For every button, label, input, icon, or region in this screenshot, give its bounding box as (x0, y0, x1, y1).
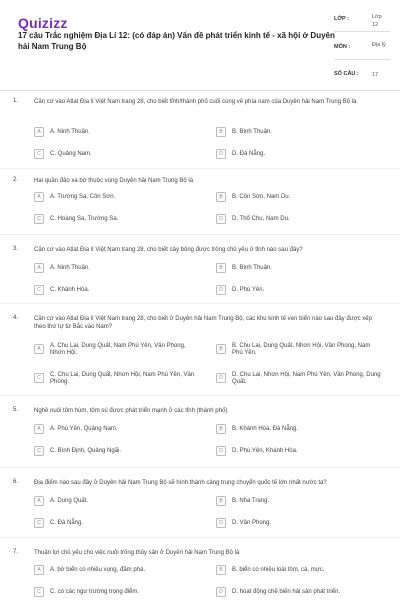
question-3 (0, 240, 400, 309)
option-text: B. Bình Thuận. (232, 128, 272, 135)
page-title: 17 câu Trắc nghiệm Địa Lí 12: (có đáp án) Vấn đề phát triển kinh tế - xã hội ở Duyên hải Nam Trung Bộ (18, 31, 335, 51)
option-text: B. Chu Lai, Dung Quất, Nhơn Hội, Vân Phong, Nam Phú Yên. (232, 342, 371, 357)
option-text: A. Trường Sa, Côn Sơn. (50, 193, 116, 200)
option-text: B. Bình Thuận. (232, 264, 272, 271)
meta-value: Lớp 12 (372, 14, 382, 28)
option-letter-box: B (216, 565, 226, 575)
meta-label: MÔN : (334, 44, 351, 50)
option-text: A. Ninh Thuận. (50, 128, 90, 135)
option-letter-box: A (34, 192, 44, 202)
option-text: B. Khánh Hòa, Đà Nẵng. (232, 425, 299, 432)
question-1 (0, 92, 400, 162)
option-letter-box: C (34, 214, 44, 224)
option-letter-box: A (34, 496, 44, 506)
option-letter-box: C (34, 518, 44, 528)
question-6 (0, 473, 400, 543)
option-text: C. Chu Lai, Dung Quất, Nhơn Hội, Nam Phú Yên, Vân Phong. (50, 371, 195, 386)
option-text: C. Quảng Nam. (50, 150, 92, 157)
question-number: 3. (13, 246, 19, 252)
question-number: 2. (13, 177, 19, 183)
option-text: D. Vân Phong. (232, 519, 272, 526)
option-letter-box: C (34, 373, 44, 383)
divider (0, 467, 400, 468)
option-letter-box: A (34, 344, 44, 354)
option-letter-box: B (216, 344, 226, 354)
option-text: D. Thổ Chu, Nam Du. (232, 215, 290, 222)
option-text: B. Nha Trang. (232, 497, 270, 504)
option-letter-box: C (34, 587, 44, 597)
option-text: A. Chu Lai, Dung Quất, Nam Phú Yên, Vân Phong, Nhơn Hội. (50, 342, 186, 357)
option-letter-box: C (34, 149, 44, 159)
question-5 (0, 401, 400, 473)
divider (334, 59, 390, 60)
divider (0, 537, 400, 538)
divider (0, 395, 400, 396)
question-text: Nghề nuôi tôm hùm, tôm sú được phát triển mạnh ở các tỉnh (thành phố) (34, 408, 228, 414)
option-text: C. Bình Định, Quảng Ngãi. (50, 447, 122, 454)
option-text: D. hoạt động chế biến hải sản phát triển. (232, 588, 341, 595)
option-letter-box: A (34, 424, 44, 434)
meta-value: 17 (372, 72, 379, 78)
question-number: 6. (13, 479, 19, 485)
meta-row-class (334, 12, 390, 32)
option-letter-box: A (34, 263, 44, 273)
divider (0, 168, 400, 169)
option-text: C. Khánh Hòa. (50, 286, 90, 293)
quiz-header (0, 0, 400, 82)
option-letter-box: B (216, 263, 226, 273)
divider (0, 234, 400, 235)
question-number: 4. (13, 315, 19, 321)
meta-row-subject (334, 40, 390, 60)
option-text: D. Phú Yên. (232, 286, 265, 293)
question-4 (0, 309, 400, 401)
option-text: C. Hoàng Sa, Trường Sa. (50, 215, 119, 222)
meta-value: Địa lý (372, 42, 386, 48)
option-letter-box: D (216, 587, 226, 597)
question-number: 7. (13, 549, 19, 555)
divider (334, 31, 390, 32)
meta-label: SỐ CÂU : (334, 71, 359, 77)
question-list (0, 92, 400, 600)
option-text: B. Côn Sơn, Nam Du. (232, 193, 291, 200)
option-text: A. bờ biển có nhiều vụng, đầm phá. (50, 566, 145, 573)
question-text: Địa điểm nào sau đây ở Duyên hải Nam Trung Bộ sẽ hình thành cảng trung chuyển quốc tế lớn nhất nước ta? (34, 480, 327, 486)
quizizz-logo: Quizizz (18, 15, 68, 31)
option-text: D. Chu Lai, Nhơn Hội, Nam Phú Yên, Vân Phong, Dung Quất. (232, 371, 381, 386)
meta-row-count (334, 64, 390, 84)
option-text: D. Phú Yên, Khánh Hòa. (232, 447, 298, 454)
option-letter-box: B (216, 192, 226, 202)
question-text: Căn cứ vào Atlat Địa lí Việt Nam trang 28, cho biết ở Duyên hải Nam Trung Bộ, các khu kinh tế ven biển nào sau đây được xếp theo thứ tự từ Bắc vào Nam? (34, 316, 372, 330)
option-text: A. Ninh Thuận. (50, 264, 90, 271)
question-7 (0, 543, 400, 600)
question-text: Căn cứ vào Atlat Địa lí Việt Nam trang 28, cho biết cây bông được trồng chủ yếu ở tỉnh nào sau đây? (34, 247, 303, 253)
option-letter-box: A (34, 565, 44, 575)
option-letter-box: D (216, 214, 226, 224)
question-number: 5. (13, 407, 19, 413)
option-letter-box: D (216, 285, 226, 295)
question-number: 1. (13, 98, 19, 104)
option-letter-box: D (216, 373, 226, 383)
question-text: Căn cứ vào Atlat Địa lí Việt Nam trang 28, cho biết tỉnh/thành phố cuối cùng về phía nam của Duyên hải Nam Trung Bộ là (34, 99, 357, 105)
quiz-meta (334, 12, 390, 84)
option-letter-box: D (216, 149, 226, 159)
option-letter-box: B (216, 496, 226, 506)
divider (0, 303, 400, 304)
option-text: C. có các ngư trường trọng điểm. (50, 588, 140, 595)
option-text: D. Đà Nẵng. (232, 150, 266, 157)
question-2 (0, 171, 400, 240)
option-text: A. Dung Quất. (50, 497, 89, 504)
question-text: Thuận lợi chủ yếu cho việc nuôi trồng thủy sản ở Duyên hải Nam Trung Bộ là (34, 550, 240, 556)
option-text: C. Đà Nẵng. (50, 519, 84, 526)
option-letter-box: B (216, 424, 226, 434)
meta-label: LỚP : (334, 16, 349, 22)
option-text: B. biển có nhiều loài tôm, cá, mực. (232, 566, 325, 573)
option-text: A. Phú Yên, Quảng Nam. (50, 425, 118, 432)
option-letter-box: C (34, 446, 44, 456)
option-letter-box: D (216, 446, 226, 456)
question-text: Hai quần đảo xa bờ thuộc vùng Duyên hải Nam Trung Bộ là (34, 178, 194, 184)
option-letter-box: D (216, 518, 226, 528)
divider (0, 90, 400, 91)
option-letter-box: B (216, 127, 226, 137)
option-letter-box: A (34, 127, 44, 137)
option-letter-box: C (34, 285, 44, 295)
